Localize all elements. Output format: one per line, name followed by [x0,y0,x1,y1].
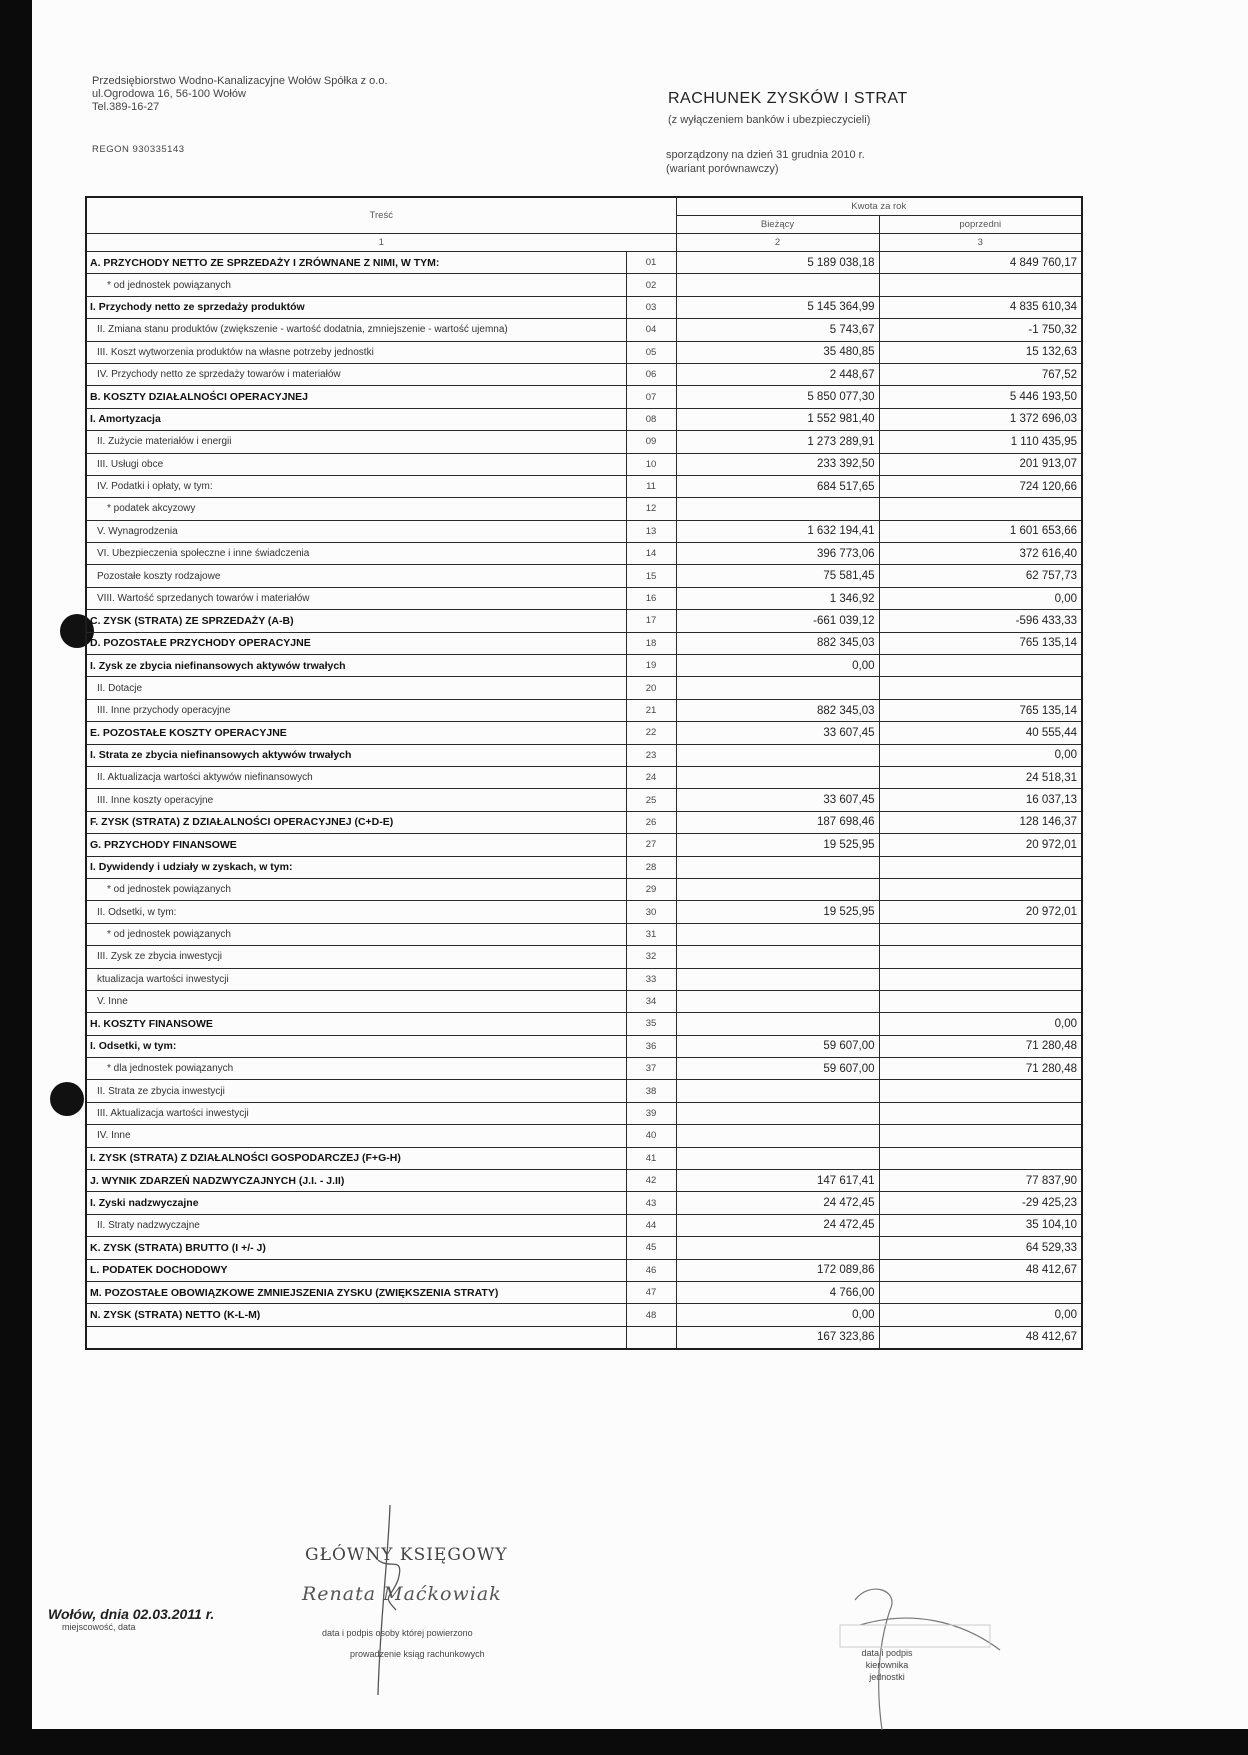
row-label: VI. Ubezpieczenia społeczne i inne świadczenia [86,543,626,565]
accountant-caption: prowadzenie ksiąg rachunkowych [350,1649,485,1659]
row-current-amount: 187 698,46 [676,811,879,833]
accountant-name-stamp: Renata Maćkowiak [302,1583,502,1605]
row-label: * od jednostek powiązanych [86,923,626,945]
row-label: V. Wynagrodzenia [86,520,626,542]
table-row [86,1214,1082,1236]
row-number: 47 [626,1281,676,1303]
row-number: 42 [626,1170,676,1192]
row-current-amount: 19 525,95 [676,901,879,923]
table-row [86,655,1082,677]
row-current-amount [676,766,879,788]
row-current-amount [676,1013,879,1035]
row-label: I. Zyski nadzwyczajne [86,1192,626,1214]
row-current-amount: 167 323,86 [676,1326,879,1349]
row-current-amount: 882 345,03 [676,632,879,654]
table-row [86,341,1082,363]
table-row [86,587,1082,609]
row-number: 08 [626,408,676,430]
table-row [86,252,1082,274]
row-label: VIII. Wartość sprzedanych towarów i materiałów [86,587,626,609]
row-label: ktualizacja wartości inwestycji [86,968,626,990]
company-header [92,75,388,114]
row-previous-amount: 1 110 435,95 [879,431,1082,453]
header-col1: 1 [86,234,676,252]
row-label: II. Odsetki, w tym: [86,901,626,923]
header-col2: 2 [676,234,879,252]
row-previous-amount: 40 555,44 [879,722,1082,744]
row-label: H. KOSZTY FINANSOWE [86,1013,626,1035]
row-number: 20 [626,677,676,699]
document-date-line: sporządzony na dzień 31 grudnia 2010 r. [666,149,865,161]
table-row [86,744,1082,766]
row-label: IV. Inne [86,1125,626,1147]
row-previous-amount: 48 412,67 [879,1326,1082,1349]
table-row [86,1125,1082,1147]
row-previous-amount: 35 104,10 [879,1214,1082,1236]
row-number: 14 [626,543,676,565]
row-number: 45 [626,1237,676,1259]
row-label: II. Dotacje [86,677,626,699]
row-current-amount: 5 743,67 [676,319,879,341]
table-body [86,197,1082,1349]
row-number: 29 [626,878,676,900]
row-current-amount [676,856,879,878]
row-number: 18 [626,632,676,654]
row-previous-amount: -1 750,32 [879,319,1082,341]
table-row [86,1147,1082,1169]
row-number: 48 [626,1304,676,1326]
row-label: * od jednostek powiązanych [86,878,626,900]
row-current-amount: 1 273 289,91 [676,431,879,453]
row-number: 13 [626,520,676,542]
table-row [86,789,1082,811]
row-previous-amount: 1 601 653,66 [879,520,1082,542]
row-current-amount: 5 145 364,99 [676,296,879,318]
row-previous-amount: 128 146,37 [879,811,1082,833]
row-previous-amount [879,923,1082,945]
income-statement-table [85,196,1083,1350]
row-previous-amount [879,946,1082,968]
company-name: Przedsiębiorstwo Wodno-Kanalizacyjne Wołów Spółka z o.o. [92,75,388,87]
row-current-amount: 1 552 981,40 [676,408,879,430]
document-subtitle: (z wyłączeniem banków i ubezpieczycieli) [668,114,871,126]
row-number: 43 [626,1192,676,1214]
table-row [86,543,1082,565]
table-row [86,1013,1082,1035]
document-title: RACHUNEK ZYSKÓW I STRAT [668,90,908,107]
row-previous-amount: 765 135,14 [879,632,1082,654]
row-number: 27 [626,834,676,856]
row-current-amount: 59 607,00 [676,1058,879,1080]
table-row [86,319,1082,341]
scan-edge-left [0,0,32,1755]
row-previous-amount: 64 529,33 [879,1237,1082,1259]
row-current-amount: 33 607,45 [676,722,879,744]
table-row [86,610,1082,632]
table-row [86,1080,1082,1102]
row-label: I. Odsetki, w tym: [86,1035,626,1057]
scan-edge-bottom [0,1729,1248,1755]
row-current-amount [676,677,879,699]
table-row [86,1058,1082,1080]
row-current-amount [676,923,879,945]
row-label: III. Aktualizacja wartości inwestycji [86,1102,626,1124]
row-previous-amount: 5 446 193,50 [879,386,1082,408]
table-row [86,946,1082,968]
row-number [626,1326,676,1349]
table-row [86,856,1082,878]
row-label: I. ZYSK (STRATA) Z DZIAŁALNOŚCI GOSPODARCZEJ (F+G-H) [86,1147,626,1169]
row-label: II. Straty nadzwyczajne [86,1214,626,1236]
row-current-amount: 882 345,03 [676,699,879,721]
row-label: III. Zysk ze zbycia inwestycji [86,946,626,968]
table-row [86,968,1082,990]
table-row [86,632,1082,654]
row-number: 26 [626,811,676,833]
table-row [86,453,1082,475]
row-current-amount [676,274,879,296]
table-row [86,811,1082,833]
row-previous-amount: 201 913,07 [879,453,1082,475]
row-label: I. Przychody netto ze sprzedaży produktów [86,296,626,318]
row-previous-amount [879,878,1082,900]
row-previous-amount [879,498,1082,520]
row-number: 41 [626,1147,676,1169]
row-previous-amount: 4 835 610,34 [879,296,1082,318]
row-current-amount [676,878,879,900]
row-label: * od jednostek powiązanych [86,274,626,296]
table-row [86,296,1082,318]
row-number: 34 [626,990,676,1012]
row-current-amount: -661 039,12 [676,610,879,632]
row-number: 28 [626,856,676,878]
row-number: 19 [626,655,676,677]
row-previous-amount [879,274,1082,296]
table-row [86,878,1082,900]
row-label: D. POZOSTAŁE PRZYCHODY OPERACYJNE [86,632,626,654]
row-number: 06 [626,363,676,385]
table-row [86,565,1082,587]
row-number: 15 [626,565,676,587]
table-row [86,1192,1082,1214]
row-current-amount [676,498,879,520]
row-label: M. POZOSTAŁE OBOWIĄZKOWE ZMNIEJSZENIA ZYSKU (ZWIĘKSZENIA STRATY) [86,1281,626,1303]
row-previous-amount [879,1080,1082,1102]
row-label: J. WYNIK ZDARZEŃ NADZWYCZAJNYCH (J.I. - J.II) [86,1170,626,1192]
row-previous-amount: -29 425,23 [879,1192,1082,1214]
row-previous-amount [879,1147,1082,1169]
head-caption-line: jednostki [869,1672,905,1682]
row-current-amount: 59 607,00 [676,1035,879,1057]
row-number: 24 [626,766,676,788]
row-label: A. PRZYCHODY NETTO ZE SPRZEDAŻY I ZRÓWNANE Z NIMI, W TYM: [86,252,626,274]
row-label: II. Aktualizacja wartości aktywów niefinansowych [86,766,626,788]
row-current-amount: 0,00 [676,655,879,677]
row-label: L. PODATEK DOCHODOWY [86,1259,626,1281]
row-label: N. ZYSK (STRATA) NETTO (K-L-M) [86,1304,626,1326]
row-number: 02 [626,274,676,296]
row-previous-amount: 77 837,90 [879,1170,1082,1192]
row-current-amount: 5 850 077,30 [676,386,879,408]
table-row [86,677,1082,699]
row-current-amount [676,990,879,1012]
row-number: 40 [626,1125,676,1147]
row-previous-amount: 20 972,01 [879,901,1082,923]
row-current-amount: 1 346,92 [676,587,879,609]
row-label: I. Dywidendy i udziały w zyskach, w tym: [86,856,626,878]
row-label: E. POZOSTAŁE KOSZTY OPERACYJNE [86,722,626,744]
row-current-amount: 684 517,65 [676,475,879,497]
row-label: II. Strata ze zbycia inwestycji [86,1080,626,1102]
table-row [86,1281,1082,1303]
row-current-amount: 75 581,45 [676,565,879,587]
row-label: F. ZYSK (STRATA) Z DZIAŁALNOŚCI OPERACYJNEJ (C+D-E) [86,811,626,833]
table-row [86,722,1082,744]
row-previous-amount: 20 972,01 [879,834,1082,856]
row-number: 22 [626,722,676,744]
row-label [86,1326,626,1349]
row-number: 09 [626,431,676,453]
head-caption [842,1647,932,1683]
row-number: 11 [626,475,676,497]
row-previous-amount: 0,00 [879,744,1082,766]
row-label: Pozostałe koszty rodzajowe [86,565,626,587]
header-current: Bieżący [676,216,879,234]
row-previous-amount [879,1281,1082,1303]
document-variant-line: (wariant porównawczy) [666,163,779,175]
row-previous-amount: 724 120,66 [879,475,1082,497]
row-current-amount: 19 525,95 [676,834,879,856]
row-current-amount [676,968,879,990]
row-previous-amount: 372 616,40 [879,543,1082,565]
row-previous-amount [879,655,1082,677]
row-number: 30 [626,901,676,923]
row-number: 39 [626,1102,676,1124]
row-number: 37 [626,1058,676,1080]
header-previous: poprzedni [879,216,1082,234]
row-number: 17 [626,610,676,632]
row-label: III. Inne przychody operacyjne [86,699,626,721]
row-previous-amount: 62 757,73 [879,565,1082,587]
row-previous-amount: -596 433,33 [879,610,1082,632]
row-number: 33 [626,968,676,990]
row-current-amount: 396 773,06 [676,543,879,565]
place-date: Wołów, dnia 02.03.2011 r. [48,1606,215,1622]
row-number: 16 [626,587,676,609]
row-label: K. ZYSK (STRATA) BRUTTO (I +/- J) [86,1237,626,1259]
row-current-amount: 35 480,85 [676,341,879,363]
table-header-row [86,197,1082,216]
row-label: I. Amortyzacja [86,408,626,430]
row-label: C. ZYSK (STRATA) ZE SPRZEDAŻY (A-B) [86,610,626,632]
table-header-row [86,234,1082,252]
header-amount: Kwota za rok [676,197,1082,216]
row-previous-amount: 765 135,14 [879,699,1082,721]
row-current-amount [676,946,879,968]
table-row [86,363,1082,385]
row-previous-amount: 15 132,63 [879,341,1082,363]
table-row [86,386,1082,408]
row-label: V. Inne [86,990,626,1012]
row-number: 38 [626,1080,676,1102]
row-label: G. PRZYCHODY FINANSOWE [86,834,626,856]
table-row [86,1102,1082,1124]
row-current-amount: 2 448,67 [676,363,879,385]
row-previous-amount: 0,00 [879,1304,1082,1326]
row-label: III. Usługi obce [86,453,626,475]
row-current-amount: 24 472,45 [676,1214,879,1236]
row-number: 25 [626,789,676,811]
row-number: 07 [626,386,676,408]
row-label: I. Strata ze zbycia niefinansowych aktywów trwałych [86,744,626,766]
accountant-title: GŁÓWNY KSIĘGOWY [305,1545,508,1565]
row-previous-amount [879,1102,1082,1124]
row-current-amount [676,1237,879,1259]
row-current-amount [676,1147,879,1169]
table-row [86,520,1082,542]
row-label: III. Koszt wytworzenia produktów na własne potrzeby jednostki [86,341,626,363]
header-content: Treść [86,197,676,234]
row-label: IV. Podatki i opłaty, w tym: [86,475,626,497]
row-current-amount [676,1080,879,1102]
row-label: B. KOSZTY DZIAŁALNOŚCI OPERACYJNEJ [86,386,626,408]
row-previous-amount: 767,52 [879,363,1082,385]
table-row [86,475,1082,497]
row-current-amount: 1 632 194,41 [676,520,879,542]
row-previous-amount: 4 849 760,17 [879,252,1082,274]
table-row [86,834,1082,856]
table-row [86,1304,1082,1326]
document-date [666,148,865,176]
table-row [86,408,1082,430]
row-current-amount: 24 472,45 [676,1192,879,1214]
row-previous-amount [879,968,1082,990]
table-row [86,766,1082,788]
table-row [86,274,1082,296]
header-col3: 3 [879,234,1082,252]
row-previous-amount: 16 037,13 [879,789,1082,811]
row-previous-amount: 24 518,31 [879,766,1082,788]
row-current-amount: 33 607,45 [676,789,879,811]
punch-hole [50,1082,84,1116]
row-label: IV. Przychody netto ze sprzedaży towarów i materiałów [86,363,626,385]
row-current-amount: 5 189 038,18 [676,252,879,274]
row-number: 44 [626,1214,676,1236]
row-number: 31 [626,923,676,945]
row-number: 05 [626,341,676,363]
company-phone: Tel.389-16-27 [92,101,160,113]
row-current-amount: 0,00 [676,1304,879,1326]
row-current-amount: 233 392,50 [676,453,879,475]
row-label: II. Zmiana stanu produktów (zwiększenie - wartość dodatnia, zmniejszenie - wartość ujemna) [86,319,626,341]
row-previous-amount [879,856,1082,878]
company-regon: REGON 930335143 [92,144,185,155]
row-previous-amount: 0,00 [879,1013,1082,1035]
table-row [86,990,1082,1012]
row-previous-amount: 0,00 [879,587,1082,609]
row-number: 03 [626,296,676,318]
row-current-amount [676,1125,879,1147]
row-number: 36 [626,1035,676,1057]
row-previous-amount: 71 280,48 [879,1058,1082,1080]
row-label: III. Inne koszty operacyjne [86,789,626,811]
row-number: 04 [626,319,676,341]
table-row [86,498,1082,520]
row-previous-amount: 1 372 696,03 [879,408,1082,430]
row-current-amount [676,1102,879,1124]
row-current-amount: 147 617,41 [676,1170,879,1192]
row-number: 32 [626,946,676,968]
table-row [86,901,1082,923]
row-previous-amount [879,677,1082,699]
row-number: 46 [626,1259,676,1281]
head-caption-line: data i podpis kierownika [861,1648,913,1670]
row-current-amount: 4 766,00 [676,1281,879,1303]
place-date-caption: miejscowość, data [62,1622,136,1632]
row-label: I. Zysk ze zbycia niefinansowych aktywów trwałych [86,655,626,677]
row-number: 10 [626,453,676,475]
table-row [86,923,1082,945]
row-current-amount [676,744,879,766]
row-previous-amount: 48 412,67 [879,1259,1082,1281]
row-previous-amount [879,1125,1082,1147]
table-row [86,1035,1082,1057]
row-number: 21 [626,699,676,721]
row-number: 01 [626,252,676,274]
row-previous-amount [879,990,1082,1012]
table-row [86,431,1082,453]
row-number: 35 [626,1013,676,1035]
table-row [86,1326,1082,1349]
row-current-amount: 172 089,86 [676,1259,879,1281]
table-row [86,699,1082,721]
signature-accountant [360,1500,420,1700]
table-row [86,1237,1082,1259]
table-row [86,1170,1082,1192]
row-label: II. Zużycie materiałów i energii [86,431,626,453]
row-label: * podatek akcyzowy [86,498,626,520]
row-number: 23 [626,744,676,766]
table-row [86,1259,1082,1281]
row-number: 12 [626,498,676,520]
company-address: ul.Ogrodowa 16, 56-100 Wołów [92,88,246,100]
row-label: * dla jednostek powiązanych [86,1058,626,1080]
accountant-caption: data i podpis osoby której powierzono [322,1628,473,1638]
row-previous-amount: 71 280,48 [879,1035,1082,1057]
